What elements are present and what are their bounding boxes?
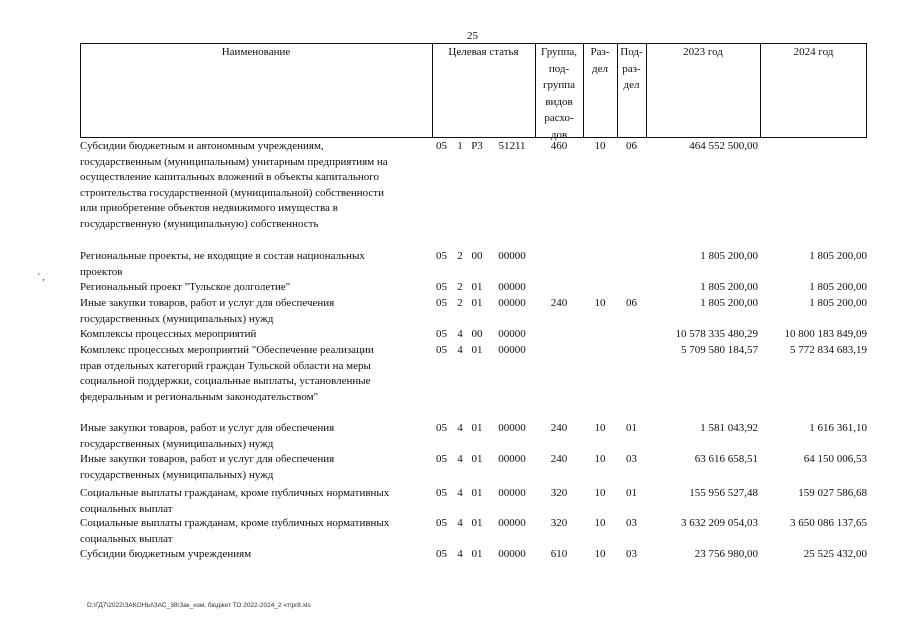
target-direction: 00000 — [498, 517, 526, 529]
header-group-line: Группа, — [541, 46, 577, 58]
amount-2024: 5 772 834 683,19 — [790, 344, 867, 356]
row-name — [80, 280, 425, 296]
header-section — [583, 44, 617, 137]
amount-2023: 464 552 500,00 — [689, 140, 758, 152]
target-program: 05 — [436, 422, 447, 434]
header-subsection-line: дел — [623, 79, 640, 91]
expense-group: 320 — [550, 517, 568, 529]
amount-2023: 63 616 658,51 — [694, 453, 758, 465]
target-program: 05 — [436, 297, 447, 309]
target-program: 05 — [436, 548, 447, 560]
target-subprogram: 4 — [457, 344, 463, 356]
target-program: 05 — [436, 453, 447, 465]
amount-2024: 1 616 361,10 — [809, 422, 867, 434]
target-direction: 00000 — [498, 548, 526, 560]
target-structure: 01 — [471, 487, 483, 499]
header-section-line: Раз- — [590, 46, 610, 58]
target-direction: 00000 — [498, 487, 526, 499]
amount-2023: 3 632 209 054,03 — [681, 517, 758, 529]
row-name-line: государственную (муниципальную) собственность — [80, 217, 319, 230]
margin-mark: ' , — [38, 272, 45, 283]
row-name — [80, 249, 425, 280]
row-name-line: Региональные проекты, не входящие в состав национальных — [80, 250, 365, 262]
target-program: 05 — [436, 328, 447, 340]
target-program: 05 — [436, 344, 447, 356]
target-program: 05 — [436, 140, 447, 152]
target-structure: Р3 — [471, 140, 483, 152]
header-divider — [760, 44, 761, 137]
subsection-code: 03 — [626, 548, 637, 560]
row-name-line: государственных (муниципальных) нужд — [80, 437, 274, 450]
row-name-line: государственных (муниципальных) нужд — [80, 312, 274, 325]
expense-group: 240 — [550, 422, 568, 434]
row-name-line: федеральным и региональным законодательством" — [80, 390, 319, 403]
header-section-line: дел — [592, 62, 608, 75]
header-subsection-line: раз- — [622, 62, 641, 75]
row-name-line: Комплексы процессных мероприятий — [80, 328, 257, 340]
row-name — [80, 343, 425, 405]
section-code: 10 — [594, 422, 606, 434]
row-name-line: Иные закупки товаров, работ и услуг для обеспечения — [80, 422, 335, 434]
target-direction: 00000 — [498, 250, 526, 262]
header-divider — [432, 44, 433, 137]
row-name-line: Субсидии бюджетным учреждениям — [80, 548, 252, 560]
header-divider — [583, 44, 584, 137]
amount-2024: 64 150 006,53 — [803, 453, 867, 465]
header-divider — [646, 44, 647, 137]
header-divider — [80, 44, 81, 137]
target-structure: 01 — [471, 297, 483, 309]
row-name — [80, 547, 425, 563]
row-name — [80, 516, 425, 547]
row-name — [80, 296, 425, 327]
header-divider — [617, 44, 618, 137]
amount-2024: 159 027 586,68 — [798, 487, 867, 499]
target-direction: 00000 — [498, 281, 526, 293]
row-name-line: или приобретение объектов недвижимого имущества в — [80, 202, 338, 214]
row-name — [80, 486, 425, 517]
amount-2023: 1 581 043,92 — [700, 422, 758, 434]
section-code: 10 — [594, 297, 606, 309]
row-name-line: социальных выплат — [80, 502, 173, 515]
row-name-line: строительства государственной (муниципальной) собственности — [80, 186, 384, 199]
header-group — [535, 44, 583, 141]
target-structure: 00 — [471, 250, 483, 262]
subsection-code: 06 — [626, 140, 637, 152]
table-header — [80, 43, 867, 141]
target-program: 05 — [436, 250, 447, 262]
amount-2023: 1 805 200,00 — [700, 250, 758, 262]
amount-2023: 1 805 200,00 — [700, 297, 758, 309]
section-code: 10 — [594, 487, 606, 499]
row-name-line: Региональный проект "Тульское долголетие" — [80, 281, 291, 293]
expense-group: 240 — [550, 453, 568, 465]
row-name-line: государственных (муниципальных) нужд — [80, 468, 274, 481]
row-name — [80, 139, 425, 232]
row-name-line: социальных выплат — [80, 532, 173, 545]
target-subprogram: 2 — [457, 297, 463, 309]
amount-2024: 25 525 432,00 — [803, 548, 867, 560]
target-subprogram: 4 — [457, 328, 463, 340]
amount-2023: 10 578 335 480,29 — [675, 328, 758, 340]
target-structure: 00 — [471, 328, 483, 340]
target-direction: 00000 — [498, 422, 526, 434]
row-name-line: Иные закупки товаров, работ и услуг для обеспечения — [80, 453, 335, 465]
row-name-line: Иные закупки товаров, работ и услуг для обеспечения — [80, 297, 335, 309]
amount-2023: 5 709 580 184,57 — [681, 344, 758, 356]
row-name-line: Социальные выплаты гражданам, кроме публичных нормативных — [80, 487, 390, 499]
expense-group: 460 — [550, 140, 568, 152]
target-subprogram: 2 — [457, 250, 463, 262]
row-name — [80, 421, 425, 452]
target-program: 05 — [436, 281, 447, 293]
amount-2024: 1 805 200,00 — [809, 297, 867, 309]
target-subprogram: 4 — [457, 548, 463, 560]
expense-group: 240 — [550, 297, 568, 309]
header-divider — [866, 44, 867, 137]
subsection-code: 01 — [626, 487, 637, 499]
section-code: 10 — [594, 517, 606, 529]
row-name-line: социальной поддержки, социальные выплаты, установленные — [80, 375, 371, 387]
subsection-code: 06 — [626, 297, 637, 309]
amount-2024: 1 805 200,00 — [809, 281, 867, 293]
header-divider — [535, 44, 536, 137]
header-subsection-line: Под- — [620, 46, 643, 58]
target-structure: 01 — [471, 548, 483, 560]
amount-2023: 155 956 527,48 — [689, 487, 758, 499]
subsection-code: 01 — [626, 422, 637, 434]
row-name — [80, 327, 425, 343]
section-code: 10 — [594, 548, 606, 560]
amount-2023: 1 805 200,00 — [700, 281, 758, 293]
row-name-line: Комплекс процессных мероприятий "Обеспечение реализации — [80, 344, 374, 356]
target-program: 05 — [436, 517, 447, 529]
section-code: 10 — [594, 453, 606, 465]
amount-2024: 3 650 086 137,65 — [790, 517, 867, 529]
header-target: Целевая статья — [448, 46, 519, 58]
target-subprogram: 4 — [457, 453, 463, 465]
target-structure: 01 — [471, 422, 483, 434]
row-name-line: прав отдельных категорий граждан Тульской области на меры — [80, 359, 371, 372]
amount-2024: 10 800 183 849,09 — [784, 328, 867, 340]
target-direction: 00000 — [498, 344, 526, 356]
target-direction: 00000 — [498, 453, 526, 465]
row-name-line: Социальные выплаты гражданам, кроме публичных нормативных — [80, 517, 390, 529]
section-code: 10 — [594, 140, 606, 152]
target-structure: 01 — [471, 517, 483, 529]
row-name-line: осуществление капитальных вложений в объекты капитального — [80, 171, 380, 183]
row-name-line: Субсидии бюджетным и автономным учреждениям, — [80, 140, 324, 152]
header-group-line: дов — [550, 128, 568, 141]
subsection-code: 03 — [626, 453, 637, 465]
expense-group: 320 — [550, 487, 568, 499]
expense-group: 610 — [550, 548, 568, 560]
target-direction: 51211 — [498, 140, 526, 152]
target-direction: 00000 — [498, 297, 526, 309]
target-subprogram: 2 — [457, 281, 463, 293]
target-structure: 01 — [471, 281, 483, 293]
target-subprogram: 1 — [457, 140, 463, 152]
file-path: D:\ГД7\2022\ЗАКОНЫ\ЗАС_38\Зак_изм. бюджет ТО 2022-2024_2 чт\pr8.xls — [87, 602, 311, 609]
row-name — [80, 452, 425, 483]
amount-2024: 1 805 200,00 — [809, 250, 867, 262]
header-group-line: группа — [542, 79, 576, 91]
target-subprogram: 4 — [457, 422, 463, 434]
target-direction: 00000 — [498, 328, 526, 340]
header-group-line: видов — [545, 95, 573, 108]
header-2023: 2023 год — [683, 46, 723, 58]
header-subsection — [617, 44, 646, 137]
target-subprogram: 4 — [457, 487, 463, 499]
header-name: Наименование — [221, 46, 291, 58]
target-structure: 01 — [471, 453, 483, 465]
row-name-line: проектов — [80, 265, 123, 278]
target-program: 05 — [436, 487, 447, 499]
header-2024: 2024 год — [793, 46, 834, 58]
header-group-line: под- — [548, 62, 570, 75]
subsection-code: 03 — [626, 517, 637, 529]
target-subprogram: 4 — [457, 517, 463, 529]
page-number: 25 — [467, 30, 478, 42]
amount-2023: 23 756 980,00 — [694, 548, 758, 560]
header-group-line: расхо- — [544, 112, 574, 124]
target-structure: 01 — [471, 344, 483, 356]
row-name-line: государственным (муниципальным) унитарным предприятиям на — [80, 155, 388, 168]
